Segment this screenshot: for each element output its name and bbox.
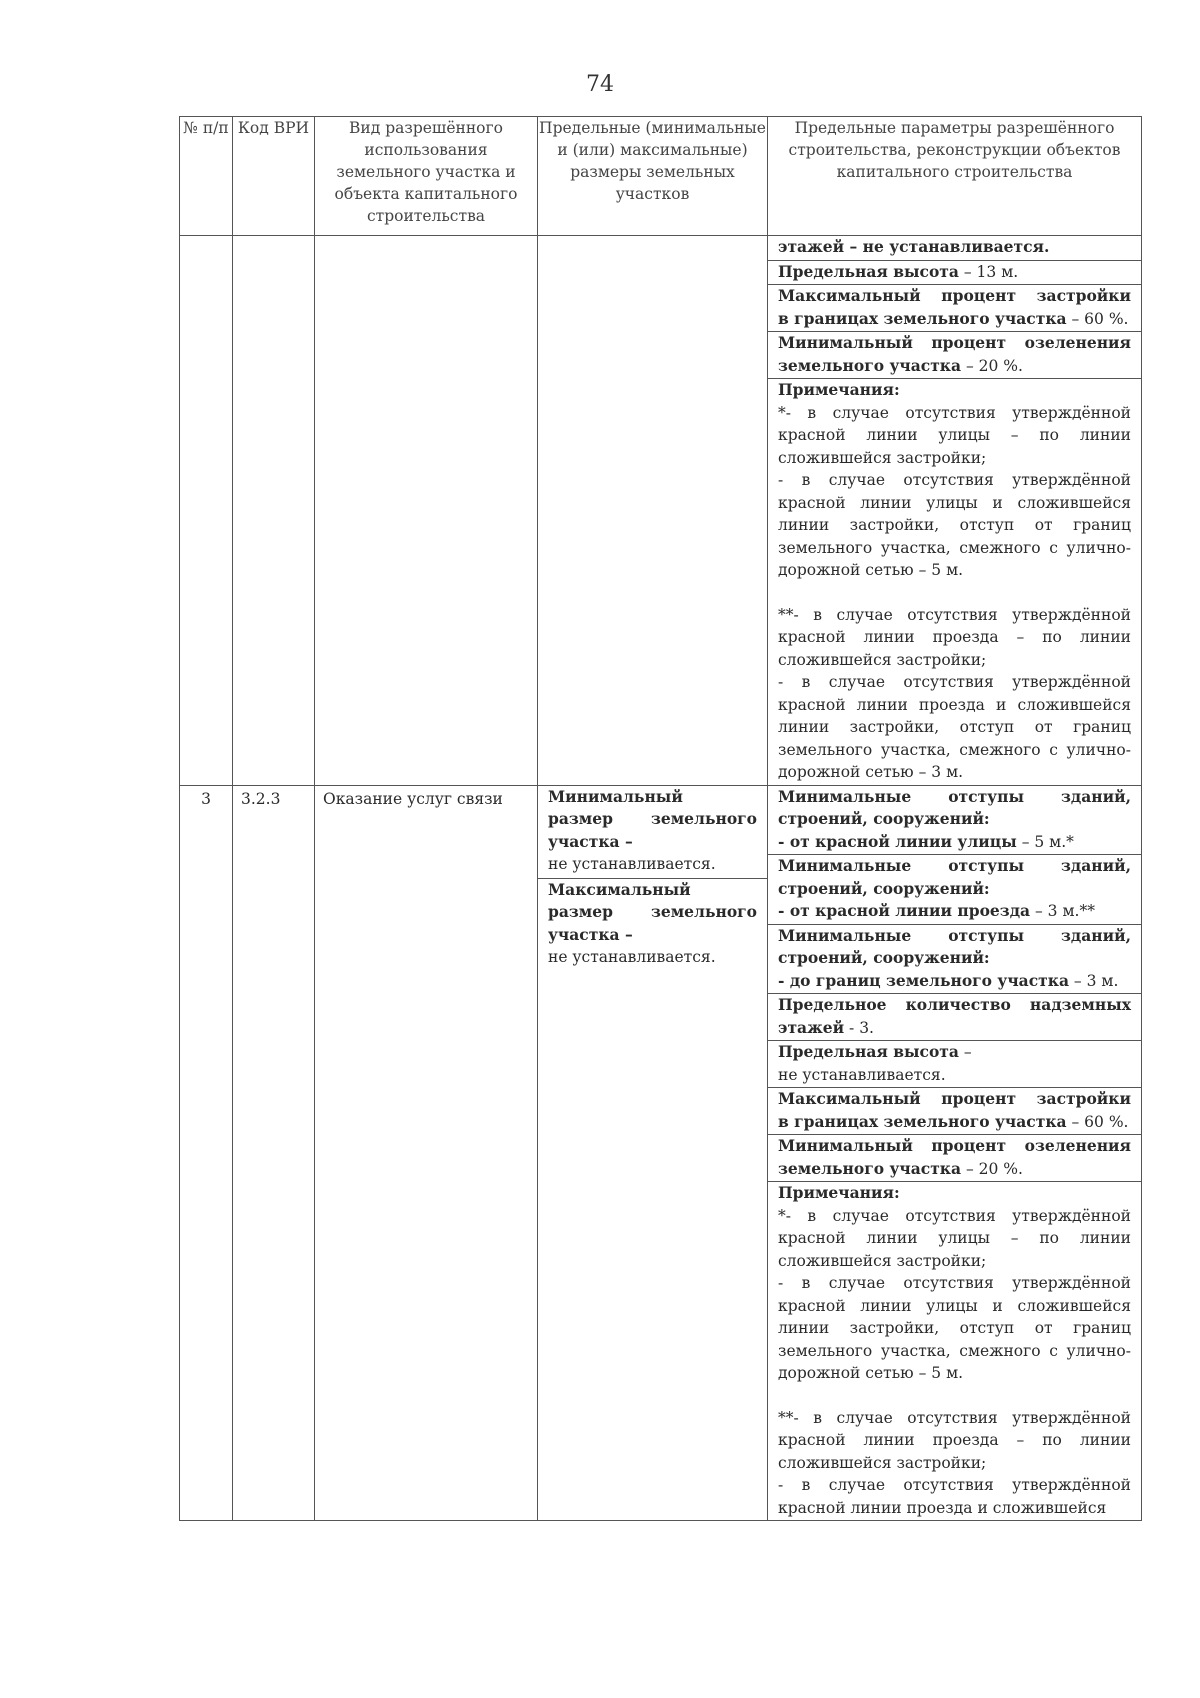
note-line: красной линии улицы – по линии [778, 426, 1131, 444]
min-size-block: Минимальный размер земельного участка – не устанавливается. [538, 786, 767, 879]
param-floors: этажей – не устанавливается. [768, 236, 1141, 261]
cell-kind: Оказание услуг связи [315, 785, 538, 1521]
note-line: - в случае отсутствия утверждённой [778, 673, 1131, 691]
note-gap [778, 582, 1131, 604]
header-sizes: Предельные (минимальные и (или) максимальные) размеры земельных участков [538, 117, 768, 236]
note-line: дорожной сетью – 3 м. [778, 763, 964, 781]
note-line: линии застройки, отступ от границ [778, 516, 1131, 534]
note-line: сложившейся застройки; [778, 448, 987, 467]
param-min-greenery: Минимальный процент озеленения земельного участка – 20 %. [768, 332, 1141, 379]
note-line: **- в случае отсутствия утверждённой [778, 1408, 1131, 1427]
note-line: сложившейся застройки; [778, 1251, 987, 1270]
notes-list [778, 402, 1131, 784]
param-floors: Предельное количество надземных этажей - 3. [768, 994, 1141, 1041]
cell-num [180, 236, 233, 786]
note-line: сложившейся застройки; [778, 1453, 987, 1472]
note-line: сложившейся застройки; [778, 650, 987, 669]
note-line: красной линии проезда и сложившейся [778, 1498, 1107, 1517]
header-kind: Вид разрешённого использования земельного участка и объекта капитального строительства [315, 117, 538, 236]
table-header-row [180, 117, 1142, 236]
note-line: земельного участка, смежного с улично- [778, 740, 1131, 759]
note-line: красной линии проезда – по линии [778, 1431, 1131, 1449]
note-line: линии застройки, отступ от границ [778, 1319, 1131, 1337]
param-max-coverage: Максимальный процент застройки в границах земельного участка – 60 %. [768, 285, 1141, 332]
note-line: **- в случае отсутствия утверждённой [778, 605, 1131, 624]
cell-kind [315, 236, 538, 786]
notes-block [768, 1182, 1141, 1520]
note-line: красной линии улицы – по линии [778, 1229, 1131, 1247]
note-line: *- в случае отсутствия утверждённой [778, 1206, 1131, 1225]
note-line: *- в случае отсутствия утверждённой [778, 403, 1131, 422]
notes-title: Примечания: [778, 1183, 900, 1202]
max-size-block: Максимальный размер земельного участка – не устанавливается. [548, 879, 757, 966]
cell-num: 3 [180, 785, 233, 1521]
header-params: Предельные параметры разрешённого строительства, реконструкции объектов капитального строительства [768, 117, 1142, 236]
note-line: дорожной сетью – 5 м. [778, 1364, 964, 1382]
note-line: - в случае отсутствия утверждённой [778, 1476, 1131, 1494]
notes-list [778, 1205, 1131, 1520]
param-min-greenery: Минимальный процент озеленения земельного участка – 20 %. [768, 1135, 1141, 1182]
note-line: дорожной сетью – 5 м. [778, 561, 964, 579]
note-line: линии застройки, отступ от границ [778, 718, 1131, 736]
param-setback-street: Минимальные отступы зданий, строений, сооружений: - от красной линии улицы – 5 м.* [768, 786, 1141, 856]
note-line: красной линии проезда и сложившейся [778, 695, 1131, 714]
note-gap [778, 1385, 1131, 1407]
page-number: 74 [586, 72, 614, 97]
note-line: земельного участка, смежного с улично- [778, 1341, 1131, 1360]
table-row-continued [180, 236, 1142, 786]
note-line: красной линии улицы и сложившейся [778, 493, 1131, 512]
table-row-3 [180, 785, 1142, 1521]
header-num: № п/п [180, 117, 233, 236]
note-line: - в случае отсутствия утверждённой [778, 471, 1131, 489]
cell-code [233, 236, 315, 786]
note-line: земельного участка, смежного с улично- [778, 538, 1131, 557]
param-setback-driveway: Минимальные отступы зданий, строений, сооружений: - от красной линии проезда – 3 м.** [768, 855, 1141, 925]
note-line: красной линии улицы и сложившейся [778, 1296, 1131, 1315]
cell-code: 3.2.3 [233, 785, 315, 1521]
cell-params [768, 785, 1142, 1521]
notes-title: Примечания: [778, 380, 900, 399]
param-setback-boundary: Минимальные отступы зданий, строений, сооружений: - до границ земельного участка – 3 м. [768, 925, 1141, 995]
param-height: Предельная высота – 13 м. [768, 261, 1141, 286]
param-height: Предельная высота – не устанавливается. [768, 1041, 1141, 1088]
cell-params [768, 236, 1142, 786]
header-code: Код ВРИ [233, 117, 315, 236]
note-line: красной линии проезда – по линии [778, 628, 1131, 646]
param-max-coverage: Максимальный процент застройки в границах земельного участка – 60 %. [768, 1088, 1141, 1135]
land-use-table [179, 116, 1142, 1521]
cell-sizes [538, 785, 768, 1521]
notes-block [768, 379, 1141, 785]
note-line: - в случае отсутствия утверждённой [778, 1274, 1131, 1292]
cell-sizes [538, 236, 768, 786]
